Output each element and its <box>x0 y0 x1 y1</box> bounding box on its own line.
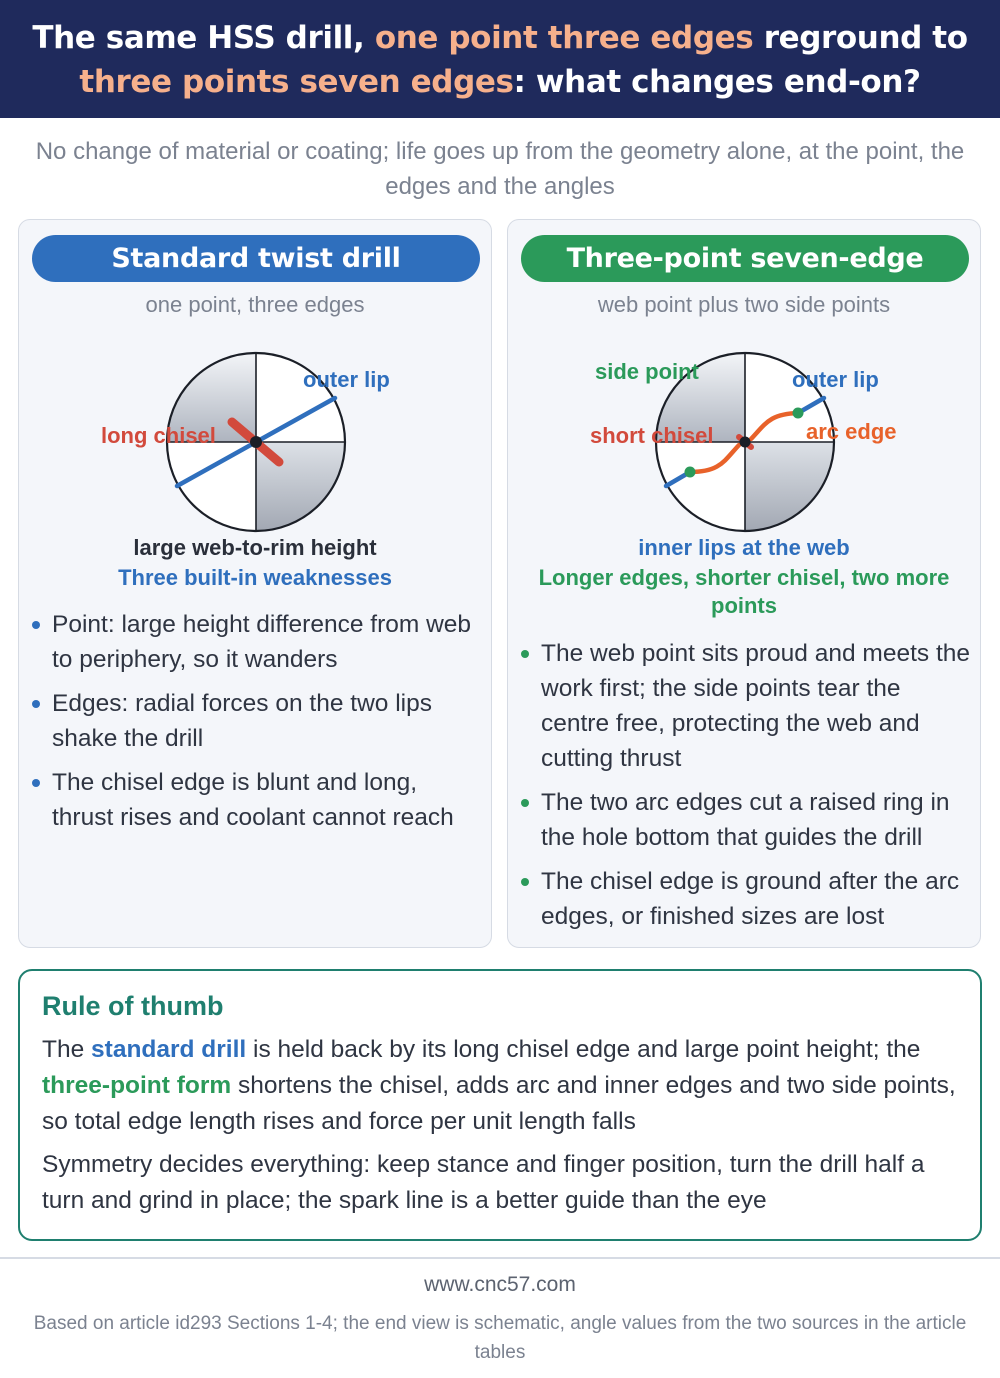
footer-url[interactable]: www.cnc57.com <box>424 1273 576 1296</box>
rule-paragraph-1 <box>42 1032 958 1140</box>
rule-of-thumb-box <box>18 969 982 1241</box>
header-text: reground to <box>753 20 968 56</box>
list-item <box>521 785 973 855</box>
three-point-benefits <box>521 636 973 943</box>
header-line-1 <box>0 16 1000 60</box>
bullet-dot <box>521 650 529 658</box>
footer-divider <box>0 1257 1000 1259</box>
inner-lips-label: inner lips at the web <box>638 535 850 560</box>
three-point-caption: Longer edges, shorter chisel, two more points <box>538 565 950 618</box>
standard-drill-title: Standard twist drill <box>32 235 480 282</box>
bullet-dot <box>32 621 40 629</box>
header-text: : what changes end-on? <box>513 64 921 100</box>
web-height-label: large web-to-rim height <box>133 535 377 560</box>
page-subtitle: No change of material or coating; life goes up from the geometry alone, at the point, the edges and the angles <box>35 138 965 200</box>
header-highlight: three points seven edges <box>79 64 514 100</box>
rule-text: is held back by its long chisel edge and large point height; the <box>246 1036 921 1063</box>
bullet-dot <box>32 779 40 787</box>
list-item <box>521 636 973 776</box>
bullet-dot <box>521 799 529 807</box>
list-item <box>32 765 482 835</box>
bullet-dot <box>32 700 40 708</box>
bullet-text: Point: large height difference from web to periphery, so it wanders <box>52 611 472 673</box>
three-point-panel <box>507 219 981 948</box>
header-highlight: one point three edges <box>374 20 754 56</box>
three-point-subtitle: web point plus two side points <box>597 292 891 317</box>
side-point-label: side point <box>595 359 699 384</box>
header-text: The same HSS drill, <box>32 20 375 56</box>
rule-text: The <box>42 1036 92 1063</box>
standard-drill-weaknesses <box>32 607 482 844</box>
outer-lip-label: outer lip <box>303 367 390 392</box>
bullet-dot <box>521 878 529 886</box>
rule-keyword-three-point: three-point form <box>42 1072 232 1099</box>
short-chisel-label: short chisel <box>590 423 714 448</box>
side-point-dot <box>793 408 804 419</box>
standard-drill-subtitle: one point, three edges <box>145 292 365 317</box>
web-point <box>740 437 751 448</box>
drill-center <box>250 436 262 448</box>
standard-drill-panel <box>18 219 492 948</box>
arc-edge-label: arc edge <box>806 419 897 444</box>
long-chisel-label: long chisel <box>101 423 216 448</box>
footer-note: Based on article id293 Sections 1-4; the end view is schematic, angle values from the two sources in the article tables <box>33 1313 967 1363</box>
side-point-dot <box>685 467 696 478</box>
list-item <box>521 864 973 934</box>
bullet-text: Edges: radial forces on the two lips shake the drill <box>52 690 432 752</box>
bullet-text: The chisel edge is ground after the arc edges, or finished sizes are lost <box>541 868 960 930</box>
bullet-text: The web point sits proud and meets the work first; the side points tear the centre free, protecting the web and cutting thrust <box>541 640 971 772</box>
header-line-2 <box>0 60 1000 104</box>
rule-paragraph-2: Symmetry decides everything: keep stance and finger position, turn the drill half a turn and grind in place; the spark line is a better guide than the eye <box>42 1151 925 1214</box>
bullet-text: The chisel edge is blunt and long, thrust rises and coolant cannot reach <box>52 769 454 831</box>
bullet-text: The two arc edges cut a raised ring in the hole bottom that guides the drill <box>541 789 950 851</box>
list-item <box>32 686 482 756</box>
rule-keyword-standard: standard drill <box>91 1036 247 1063</box>
header-banner <box>0 0 1000 118</box>
list-item <box>32 607 482 677</box>
flank-face-lower <box>745 442 834 531</box>
rule-title: Rule of thumb <box>42 991 224 1021</box>
three-point-title: Three-point seven-edge <box>521 235 969 282</box>
rule-text: shortens the chisel, adds arc and inner edges and two side points, so total edge length rises and force per unit length falls <box>42 1072 956 1135</box>
outer-lip-label: outer lip <box>792 367 879 392</box>
standard-drill-caption: Three built-in weaknesses <box>118 565 392 590</box>
